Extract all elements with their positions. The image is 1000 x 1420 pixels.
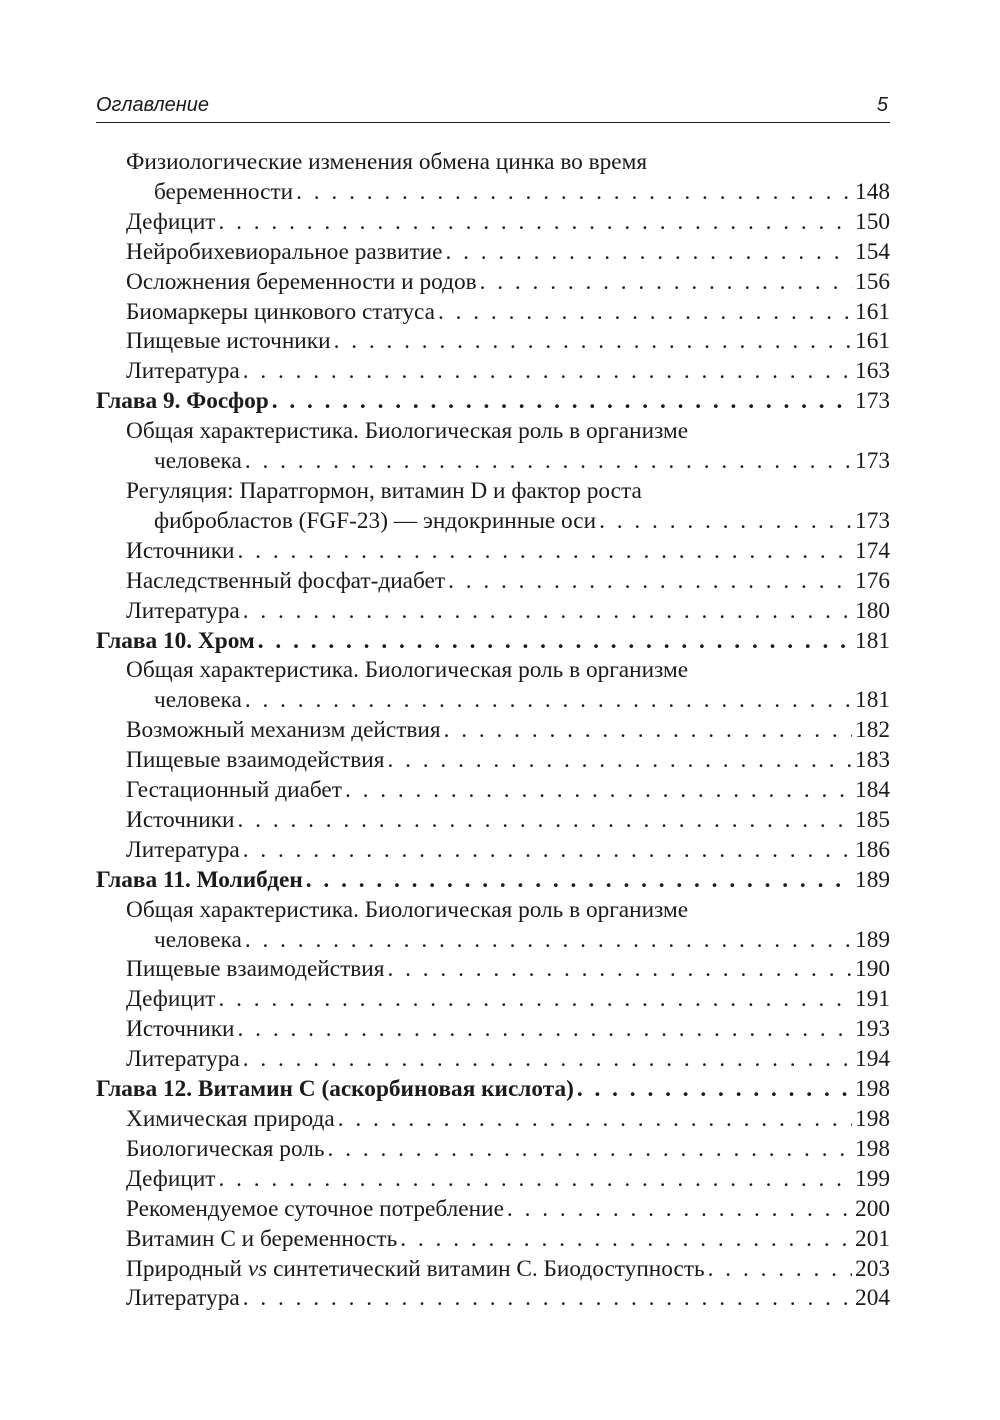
table-of-contents — [96, 148, 890, 1314]
toc-page-number: 199 — [855, 1165, 890, 1192]
toc-chapter-entry[interactable] — [96, 866, 890, 896]
toc-section-entry[interactable] — [96, 656, 890, 716]
toc-section-entry[interactable] — [96, 417, 890, 477]
toc-page-number: 190 — [855, 956, 890, 983]
dot-leader — [328, 1135, 853, 1165]
toc-page-number: 189 — [855, 926, 890, 953]
toc-page-number: 154 — [855, 238, 890, 265]
toc-entry-title: Пищевые источники — [126, 328, 331, 355]
dot-leader — [387, 955, 852, 985]
dot-leader — [387, 746, 852, 776]
toc-section-entry[interactable] — [96, 1225, 890, 1255]
dot-leader — [218, 985, 852, 1015]
toc-page-number: 184 — [855, 777, 890, 804]
toc-entry-title: Дефицит — [126, 986, 216, 1013]
dot-leader — [243, 597, 852, 627]
toc-page-number: 176 — [855, 567, 890, 594]
toc-page-number: 200 — [855, 1195, 890, 1222]
toc-page-number: 198 — [855, 1106, 890, 1132]
dot-leader — [272, 387, 852, 417]
toc-entry-title: Витамин С и беременность — [126, 1225, 398, 1252]
toc-entry-title-line1: Регуляция: Паратгормон, витамин D и фактор роста — [126, 477, 642, 504]
toc-section-entry[interactable] — [96, 1045, 890, 1075]
toc-section-entry[interactable] — [96, 567, 890, 597]
toc-section-entry[interactable] — [96, 985, 890, 1015]
toc-entry-title-part: синтетический витамин С. Биодоступность — [267, 1255, 705, 1282]
dot-leader — [448, 567, 852, 597]
toc-page-number: 194 — [855, 1046, 890, 1073]
dot-leader — [238, 806, 853, 836]
toc-section-entry[interactable] — [96, 1195, 890, 1225]
toc-page-number: 173 — [855, 448, 890, 475]
dot-leader — [599, 507, 852, 537]
toc-entry-title: Литература — [126, 1046, 240, 1073]
dot-leader — [345, 776, 852, 806]
toc-section-entry[interactable] — [96, 776, 890, 806]
toc-page-number: 182 — [855, 717, 890, 744]
toc-section-entry[interactable] — [96, 746, 890, 776]
dot-leader — [306, 866, 852, 896]
dot-leader — [258, 627, 852, 657]
toc-section-entry[interactable] — [96, 836, 890, 866]
dot-leader — [243, 1284, 852, 1314]
toc-section-entry[interactable] — [96, 357, 890, 387]
toc-entry-title: Литература — [126, 836, 240, 863]
toc-entry-title: Пищевые взаимодействия — [126, 956, 385, 983]
toc-entry-title: Источники — [126, 537, 235, 564]
toc-page-number: 161 — [855, 328, 890, 355]
toc-entry-title-italic: vs — [247, 1255, 268, 1282]
toc-entry-title-part: Природный — [126, 1255, 248, 1282]
toc-entry-title: Пищевые взаимодействия — [126, 747, 385, 774]
toc-section-entry[interactable] — [96, 806, 890, 836]
toc-page-number: 203 — [855, 1255, 890, 1282]
toc-section-entry[interactable] — [96, 268, 890, 298]
toc-page-number: 161 — [855, 298, 890, 325]
toc-section-entry[interactable] — [96, 537, 890, 567]
dot-leader — [480, 268, 852, 298]
toc-entry-title: Рекомендуемое суточное потребление — [126, 1195, 504, 1222]
toc-page-number: 173 — [855, 507, 890, 534]
toc-section-entry[interactable] — [96, 1255, 890, 1285]
page-number: 5 — [876, 94, 888, 116]
toc-entry-title: Гестационный диабет — [126, 777, 342, 804]
running-header-title: Оглавление — [96, 94, 210, 116]
dot-leader — [445, 238, 852, 268]
toc-section-entry[interactable] — [96, 1284, 890, 1314]
toc-page-number: 198 — [855, 1135, 890, 1162]
toc-entry-title: человека — [154, 926, 242, 953]
toc-page-number: 201 — [855, 1225, 890, 1252]
toc-section-entry[interactable] — [96, 1135, 890, 1165]
toc-entry-title: Нейробихевиоральное развитие — [126, 238, 443, 265]
dot-leader — [218, 1165, 852, 1195]
toc-page-number: 198 — [855, 1076, 890, 1103]
dot-leader — [507, 1195, 852, 1225]
toc-chapter-entry[interactable] — [96, 387, 890, 417]
toc-page-number: 180 — [855, 597, 890, 624]
dot-leader — [245, 447, 852, 477]
dot-leader — [245, 926, 852, 956]
toc-entry-title: Глава 9. Фосфор — [96, 388, 269, 415]
toc-section-entry[interactable] — [96, 298, 890, 328]
dot-leader — [444, 716, 852, 746]
dot-leader — [438, 298, 852, 328]
dot-leader — [577, 1075, 852, 1105]
toc-page-number: 193 — [855, 1016, 890, 1043]
dot-leader — [218, 208, 852, 238]
toc-page-number: 183 — [855, 747, 890, 774]
toc-entry-title: Химическая природа — [126, 1106, 335, 1132]
toc-section-entry[interactable] — [96, 208, 890, 238]
toc-entry-title: Глава 10. Хром — [96, 627, 255, 654]
toc-section-entry[interactable] — [96, 238, 890, 268]
toc-chapter-entry[interactable] — [96, 627, 890, 657]
toc-section-entry[interactable] — [96, 896, 890, 956]
toc-entry-title: человека — [154, 687, 242, 714]
toc-page-number: 173 — [855, 388, 890, 415]
dot-leader — [243, 836, 852, 866]
toc-page-number: 163 — [855, 358, 890, 385]
toc-entry-title: Биологическая роль — [126, 1135, 325, 1162]
dot-leader — [243, 1045, 852, 1075]
toc-section-entry[interactable] — [96, 597, 890, 627]
toc-page-number: 191 — [855, 986, 890, 1013]
toc-entry-title: Дефицит — [126, 1165, 216, 1192]
toc-section-entry[interactable] — [96, 327, 890, 357]
toc-section-entry[interactable] — [96, 477, 890, 537]
toc-entry-title-line1: Общая характеристика. Биологическая роль в организме — [126, 657, 689, 684]
running-header — [96, 92, 890, 123]
toc-entry-title: Глава 11. Молибден — [96, 866, 303, 893]
toc-page-number: 189 — [855, 866, 890, 893]
dot-leader — [243, 357, 852, 387]
toc-entry-title: Литература — [126, 358, 240, 385]
toc-entry-title-line1: Физиологические изменения обмена цинка во время — [126, 149, 648, 175]
toc-page-number: 174 — [855, 537, 890, 564]
toc-entry-title: Литература — [126, 597, 240, 624]
toc-section-entry[interactable] — [96, 148, 890, 208]
toc-entry-title: Возможный механизм действия — [126, 717, 441, 744]
toc-entry-title: Осложнения беременности и родов — [126, 268, 477, 295]
toc-entry-title: Источники — [126, 1016, 235, 1043]
toc-entry-title: Глава 12. Витамин С (аскорбиновая кислота) — [96, 1076, 574, 1103]
toc-entry-title: Литература — [126, 1285, 240, 1312]
toc-section-entry[interactable] — [96, 1105, 890, 1135]
dot-leader — [238, 1015, 853, 1045]
dot-leader — [238, 537, 853, 567]
toc-entry-title: Дефицит — [126, 208, 216, 235]
toc-entry-title-line1: Общая характеристика. Биологическая роль в организме — [126, 418, 689, 445]
toc-entry-title: фибробластов (FGF-23) — эндокринные оси — [154, 507, 597, 534]
toc-entry-title — [126, 1255, 705, 1285]
dot-leader — [400, 1225, 852, 1255]
dot-leader — [245, 686, 852, 716]
dot-leader — [338, 1105, 852, 1135]
toc-section-entry[interactable] — [96, 1015, 890, 1045]
toc-page-number: 185 — [855, 806, 890, 833]
toc-entry-title: беременности — [154, 178, 294, 205]
toc-page-number: 181 — [855, 627, 890, 654]
toc-page-number: 150 — [855, 208, 890, 235]
toc-section-entry[interactable] — [96, 1165, 890, 1195]
dot-leader — [708, 1255, 852, 1285]
toc-entry-title-line1: Общая характеристика. Биологическая роль в организме — [126, 896, 689, 923]
toc-chapter-entry[interactable] — [96, 1075, 890, 1105]
toc-entry-title: Источники — [126, 806, 235, 833]
toc-entry-title: Наследственный фосфат-диабет — [126, 567, 446, 594]
toc-page-number: 204 — [855, 1285, 890, 1312]
toc-section-entry[interactable] — [96, 716, 890, 746]
toc-page-number: 186 — [855, 836, 890, 863]
toc-page-number: 181 — [855, 687, 890, 714]
toc-section-entry[interactable] — [96, 955, 890, 985]
toc-page-number: 148 — [855, 178, 890, 205]
dot-leader — [296, 178, 852, 208]
toc-page-number: 156 — [855, 268, 890, 295]
toc-entry-title: человека — [154, 448, 242, 475]
toc-entry-title: Биомаркеры цинкового статуса — [126, 298, 435, 325]
dot-leader — [334, 327, 852, 357]
